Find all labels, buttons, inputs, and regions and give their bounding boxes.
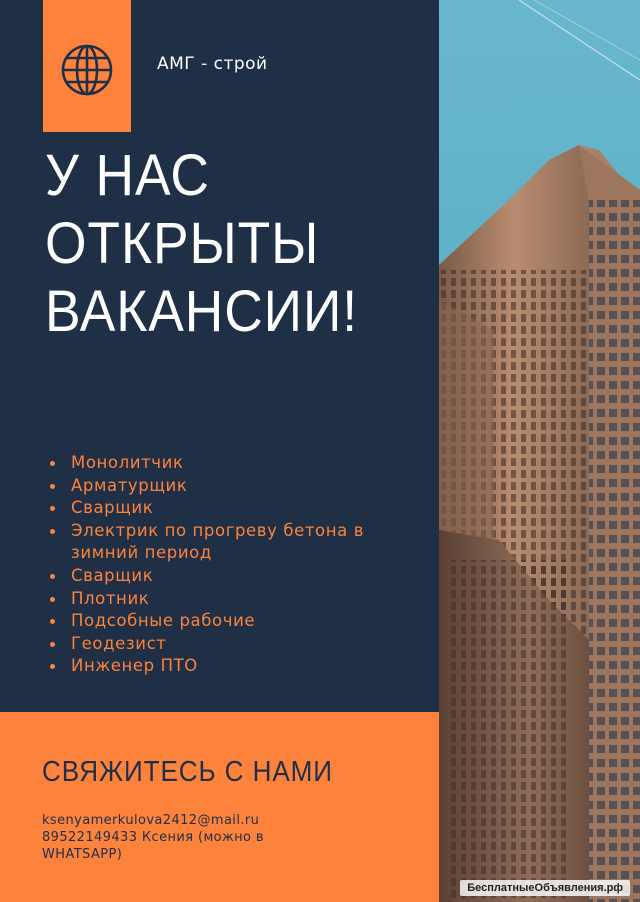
- vacancy-list: [48, 452, 433, 678]
- vacancy-item: Геодезист: [48, 633, 433, 656]
- vacancy-item: Подсобные рабочие: [48, 610, 433, 633]
- vacancy-item: Арматурщик: [48, 475, 433, 498]
- vacancy-item: Монолитчик: [48, 452, 433, 475]
- contact-whatsapp: WHATSAPP): [42, 847, 123, 862]
- logo-box: [43, 0, 131, 132]
- contact-title: СВЯЖИТЕСЬ С НАМИ: [42, 756, 333, 788]
- contact-details: [42, 812, 432, 863]
- brand-name: АМГ - строй: [157, 54, 268, 74]
- headline-line: У НАС: [45, 143, 210, 208]
- contact-phone: 89522149433 Ксения (можно в: [42, 830, 264, 845]
- headline-line: ВАКАНСИИ!: [45, 279, 358, 344]
- vacancy-item: Сварщик: [48, 497, 433, 520]
- skyscraper-photo: [439, 0, 640, 902]
- contact-panel: [0, 712, 439, 902]
- headline: [45, 142, 404, 346]
- vacancy-item: Сварщик: [48, 565, 433, 588]
- headline-line: ОТКРЫТЫ: [45, 211, 320, 276]
- contact-email[interactable]: ksenyamerkulova2412@mail.ru: [42, 813, 260, 828]
- watermark: БесплатныеОбъявления.рф: [460, 880, 630, 896]
- vacancy-item: Плотник: [48, 588, 433, 611]
- vacancy-item: Инженер ПТО: [48, 655, 433, 678]
- skyscraper-image: [439, 0, 640, 902]
- globe-icon: [61, 44, 113, 96]
- vacancy-item: Электрик по прогреву бетона в зимний период: [48, 520, 433, 565]
